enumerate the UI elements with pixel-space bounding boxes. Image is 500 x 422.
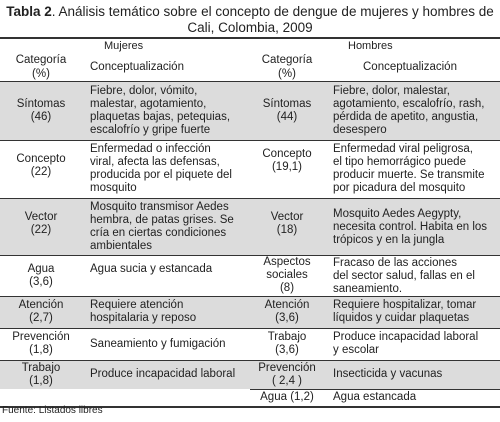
men-concept: Mosquito Aedes Aegypty, necesita control. Habita en los trópicos y en la jungla xyxy=(333,208,488,246)
women-category: Atención (2,7) xyxy=(18,299,64,324)
header-category-men: Categoría (%) xyxy=(261,54,313,80)
men-category: Aspectos sociales (8) xyxy=(263,256,311,294)
women-concept: Fiebre, dolor, vómito, malestar, agotamiento, plaquetas bajas, petequias, escalofrío y gripe fuerte xyxy=(90,85,231,136)
table-row xyxy=(0,329,500,360)
group-men: Hombres xyxy=(348,40,393,52)
men-concept: Fracaso de las acciones del sector salud, fallas en el saneamiento. xyxy=(333,257,475,295)
table-row xyxy=(0,297,500,328)
header-category-women: Categoría (%) xyxy=(15,54,67,80)
group-women: Mujeres xyxy=(104,40,144,52)
table-row xyxy=(0,199,500,255)
women-category: Concepto (22) xyxy=(16,153,66,178)
table-source-note: Fuente: Listados libres xyxy=(2,405,103,416)
men-category: Agua (1,2) xyxy=(260,391,314,403)
women-category: Vector (22) xyxy=(24,211,58,236)
table-row xyxy=(0,361,500,389)
women-category: Agua (3,6) xyxy=(27,263,55,288)
top-rule xyxy=(0,37,500,39)
women-concept: Enfermedad o infección viral, afecta las defensas, producida por el piquete del mosquito xyxy=(90,143,232,194)
table-row xyxy=(0,82,500,140)
women-concept: Agua sucia y estancada xyxy=(90,263,213,275)
men-concept: Fiebre, dolor, malestar, agotamiento, escalofrío, rash, pérdida de apetito, angustia, desespero xyxy=(333,85,485,136)
title-line2: Cali, Colombia, 2009 xyxy=(187,20,313,35)
women-concept: Produce incapacidad laboral xyxy=(90,368,236,380)
men-concept: Requiere hospitalizar, tomar líquidos y cuidar plaquetas xyxy=(333,299,477,324)
women-concept: Saneamiento y fumigación xyxy=(90,338,226,350)
men-category: Trabajo (3,6) xyxy=(267,331,307,356)
table-number: Tabla 2 xyxy=(6,4,52,19)
women-category: Síntomas (46) xyxy=(16,98,66,123)
header-concept-women: Conceptualización xyxy=(90,61,184,73)
women-concept: Mosquito transmisor Aedes hembra, de patas grises. Se cría en ciertas condiciones ambientales xyxy=(90,201,234,252)
row-rule-partial xyxy=(250,389,500,390)
title-text: . Análisis temático sobre el concepto de dengue de mujeres y hombres de xyxy=(51,4,494,19)
men-concept: Produce incapacidad laboral y escolar xyxy=(333,331,479,356)
men-category: Concepto (19,1) xyxy=(262,148,312,173)
men-category: Síntomas (44) xyxy=(262,98,312,123)
table-row xyxy=(0,141,500,198)
women-category: Trabajo (1,8) xyxy=(21,362,61,387)
table-title xyxy=(6,4,494,36)
men-concept: Enfermedad viral peligrosa, el tipo hemorrágico puede producir muerte. Se transmite por picadura del mosquito xyxy=(333,143,485,194)
header-concept-men: Conceptualización xyxy=(363,61,457,73)
men-category: Prevención ( 2,4 ) xyxy=(258,362,316,387)
table-row xyxy=(0,256,500,296)
men-category: Vector (18) xyxy=(270,211,304,236)
men-category: Atención (3,6) xyxy=(264,299,310,324)
women-category: Prevención (1,8) xyxy=(12,331,70,356)
men-concept: Agua estancada xyxy=(333,391,417,403)
table-row xyxy=(0,389,500,406)
women-concept: Requiere atención hospitalaria y reposo xyxy=(90,299,197,324)
men-concept: Insecticida y vacunas xyxy=(333,368,443,380)
